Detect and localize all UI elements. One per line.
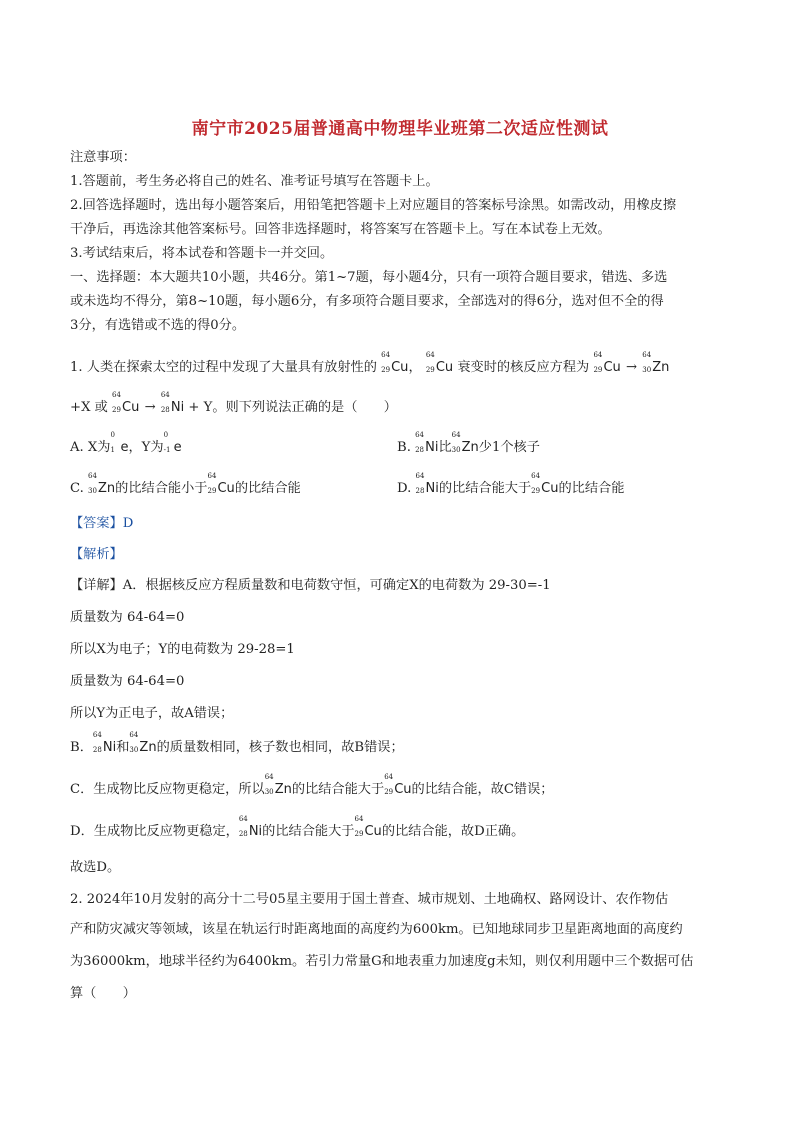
q1-stem-b: 衰变时的核反应方程为 (457, 360, 590, 375)
q1-option-d: D. 64 28 Ni的比结合能大于 64 29 Cu的比结合能 (397, 479, 624, 499)
nuclide-cu: 64 29 Cu (384, 773, 412, 797)
q1-option-a: A. X为 0 1 e，Y为 0 -1 e (70, 438, 182, 458)
q2-stem-4: 算（ ） (70, 986, 136, 1001)
nuclide-ni: 64 28 Ni (160, 391, 185, 415)
nuclide-ni: 64 28 Ni (415, 472, 439, 496)
particle-x: X (81, 400, 91, 415)
electron: 0 -1 e (163, 431, 182, 455)
section-intro-1: 一、选择题：本大题共10小题，共46分。第1~7题，每小题4分，只有一项符合题目要求，错选、多选 (70, 270, 668, 285)
q1-stem-line-1: 1. 人类在探索太空的过程中发现了大量具有放射性的 64 29 Cu， 64 29 Cu 衰变时的核反应方程为 64 29 Cu → 64 30 Zn (70, 358, 669, 378)
nuclide-zn: 64 30 Zn (129, 731, 157, 755)
q1-detail-5: 所以Y为正电子，故A错误； (70, 706, 234, 721)
nuclide-cu: 64 29 Cu (207, 472, 235, 496)
nuclide-cu: 64 29 Cu (531, 472, 559, 496)
q1-stem-a: 1. 人类在探索太空的过程中发现了大量具有放射性的 (70, 360, 377, 375)
q1-or: 或 (94, 400, 108, 415)
nuclide-zn: 64 30 Zn (451, 431, 479, 455)
nuclide-cu: 64 29 Cu (112, 391, 140, 415)
particle-y: Y (203, 400, 213, 415)
exam-title: 南宁市2025届普通高中物理毕业班第二次适应性测试 (191, 119, 609, 139)
plus-sign: + (188, 400, 200, 415)
section-intro-3: 3分，有选错或不选的得0分。 (70, 318, 246, 333)
notice-item-1: 1.答题前，考生务必将自己的姓名、准考证号填写在答题卡上。 (70, 174, 439, 189)
q1-detail-3: 所以X为电子；Y的电荷数为 29-28=1 (70, 642, 295, 657)
q1-answer: 【答案】D (70, 516, 134, 531)
q1-detail-2: 质量数为 64-64=0 (70, 610, 185, 625)
nuclide-zn: 64 30 Zn (264, 773, 292, 797)
q2-stem-3: 为36000km，地球半径约为6400km。若引力常量G和地表重力加速度g未知，则仅利用题中三个数据可估 (70, 954, 694, 969)
q1-choose: 故选D。 (70, 860, 121, 875)
q1-stem-line-2 (70, 391, 397, 418)
plus-sign: + (70, 400, 82, 415)
nuclide-ni: 64 28 Ni (415, 431, 439, 455)
notice-item-2: 2.回答选择题时，选出每小题答案后，用铅笔把答题卡上对应题目的答案标号涂黑。如需改动，用橡皮擦 (70, 198, 677, 213)
q1-stem-c: 。则下列说法正确的是（ ） (212, 400, 397, 415)
nuclide-ni: 64 28 Ni (238, 815, 263, 839)
q2-stem-2: 产和防灾减灾等领域，该星在轨运行时距离地面的高度约为600km。已知地球同步卫星距离地面的高度约 (70, 922, 683, 937)
arrow-icon: → (625, 360, 638, 375)
q1-option-c: C. 64 30 Zn的比结合能小于 64 29 Cu的比结合能 (70, 479, 301, 499)
nuclide-zn: 64 30 Zn (642, 351, 670, 375)
nuclide-cu: 64 29 Cu (425, 351, 454, 375)
q1-detail-b: B． 64 28 Ni和 64 30 Zn的质量数相同，核子数也相同，故B错误； (70, 738, 404, 758)
notice-heading: 注意事项： (70, 150, 136, 165)
q1-option-b: B. 64 28 Ni比 64 30 Zn少1个核子 (397, 438, 540, 458)
q2-stem-1: 2. 2024年10月发射的高分十二号05星主要用于国土普查、城市规划、土地确权、路网设计、农作物估 (70, 892, 669, 907)
nuclide-cu: 64 29 Cu (593, 351, 621, 375)
section-intro-2: 或未选均不得分，第8~10题，每小题6分，有多项符合题目要求，全部选对的得6分，选对但不全的得 (70, 294, 664, 309)
positron: 0 1 e (110, 431, 129, 455)
arrow-icon: → (144, 400, 156, 415)
notice-item-3: 3.考试结束后，将本试卷和答题卡一并交回。 (70, 246, 334, 261)
nuclide-ni: 64 28 Ni (92, 731, 117, 755)
nuclide-zn: 64 30 Zn (88, 472, 116, 496)
q1-detail-1: 【详解】A．根据核反应方程质量数和电荷数守恒，可确定X的电荷数为 29-30=-1 (70, 578, 551, 593)
q1-detail-d: D．生成物比反应物更稳定， 64 28 Ni的比结合能大于 64 29 Cu的比结合能，故D正确。 (70, 822, 524, 842)
notice-item-2-cont: 干净后，再选涂其他答案标号。回答非选择题时，将答案写在答题卡上。写在本试卷上无效。 (70, 222, 611, 237)
nuclide-cu: 64 29 Cu (354, 815, 382, 839)
nuclide-cu: 64 29 Cu (381, 351, 409, 375)
q1-analysis: 【解析】 (70, 547, 123, 562)
q1-detail-4: 质量数为 64-64=0 (70, 674, 185, 689)
q1-detail-c: C．生成物比反应物更稳定，所以 64 30 Zn的比结合能大于 64 29 Cu的比结合能，故C错误； (70, 780, 553, 800)
